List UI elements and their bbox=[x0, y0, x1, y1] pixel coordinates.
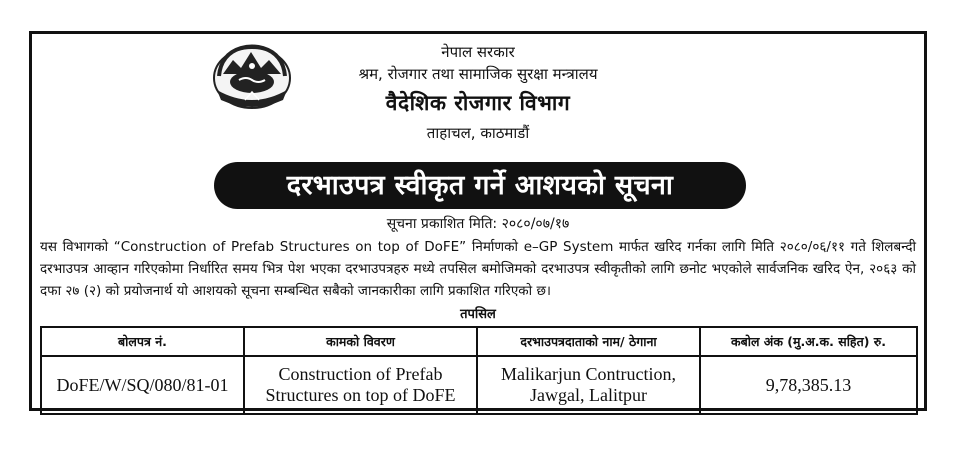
header-bid-number: बोलपत्र नं. bbox=[41, 327, 244, 356]
notice-headline: दरभाउपत्र स्वीकृत गर्ने आशयको सूचना bbox=[214, 162, 746, 209]
cell-bid-number: DoFE/W/SQ/080/81-01 bbox=[41, 356, 244, 414]
published-date: सूचना प्रकाशित मिति: २०८०/०७/१७ bbox=[386, 216, 570, 232]
table-header-row bbox=[41, 327, 917, 356]
bidder-name: Malikarjun Contruction, bbox=[501, 364, 676, 384]
header-bid-amount: कबोल अंक (मु.अ.क. सहित) रु. bbox=[700, 327, 917, 356]
table-row bbox=[41, 356, 917, 414]
department-name: वैदेशिक रोजगार विभाग bbox=[385, 91, 571, 115]
award-table bbox=[40, 326, 918, 415]
header-work-description: कामको विवरण bbox=[244, 327, 477, 356]
work-description-line: Structures on top of DoFE bbox=[265, 385, 456, 405]
schedule-label: तपसिल bbox=[460, 307, 496, 322]
cell-bidder bbox=[477, 356, 700, 414]
cell-work-description bbox=[244, 356, 477, 414]
work-description-line: Construction of Prefab bbox=[278, 364, 443, 384]
bidder-address: Jawgal, Lalitpur bbox=[530, 385, 647, 405]
department-location: ताहाचल, काठमाडौं bbox=[426, 124, 530, 142]
cell-bid-amount: 9,78,385.13 bbox=[700, 356, 917, 414]
notice-body: यस विभागको “Construction of Prefab Structures on top of DoFE” निर्माणको e–GP System मार्फत खरिद गर्नका लागि मिति २०८०/०६/११ गते शिलबन्दी दरभाउपत्र आव्हान गरिएकोमा निर्धारित समय भित्र पेश भएका दरभाउपत्रहरु मध्ये तपसिल बमोजिमको दरभाउपत्र स्वीकृतीको लागि छनोट भएकोले सार्वजनिक खरिद ऐन, २०६३ को दफा २७ (२) को प्रयोजनार्थ यो आशयको सूचना सम्बन्धित सबैको जानकारीका लागि प्रकाशित गरिएको छ। bbox=[40, 239, 916, 299]
notice-frame bbox=[29, 31, 927, 411]
ministry-name: श्रम, रोजगार तथा सामाजिक सुरक्षा मन्त्रालय bbox=[358, 65, 598, 83]
header-bidder-name-address: दरभाउपत्रदाताको नाम/ ठेगाना bbox=[477, 327, 700, 356]
government-name: नेपाल सरकार bbox=[441, 43, 515, 61]
